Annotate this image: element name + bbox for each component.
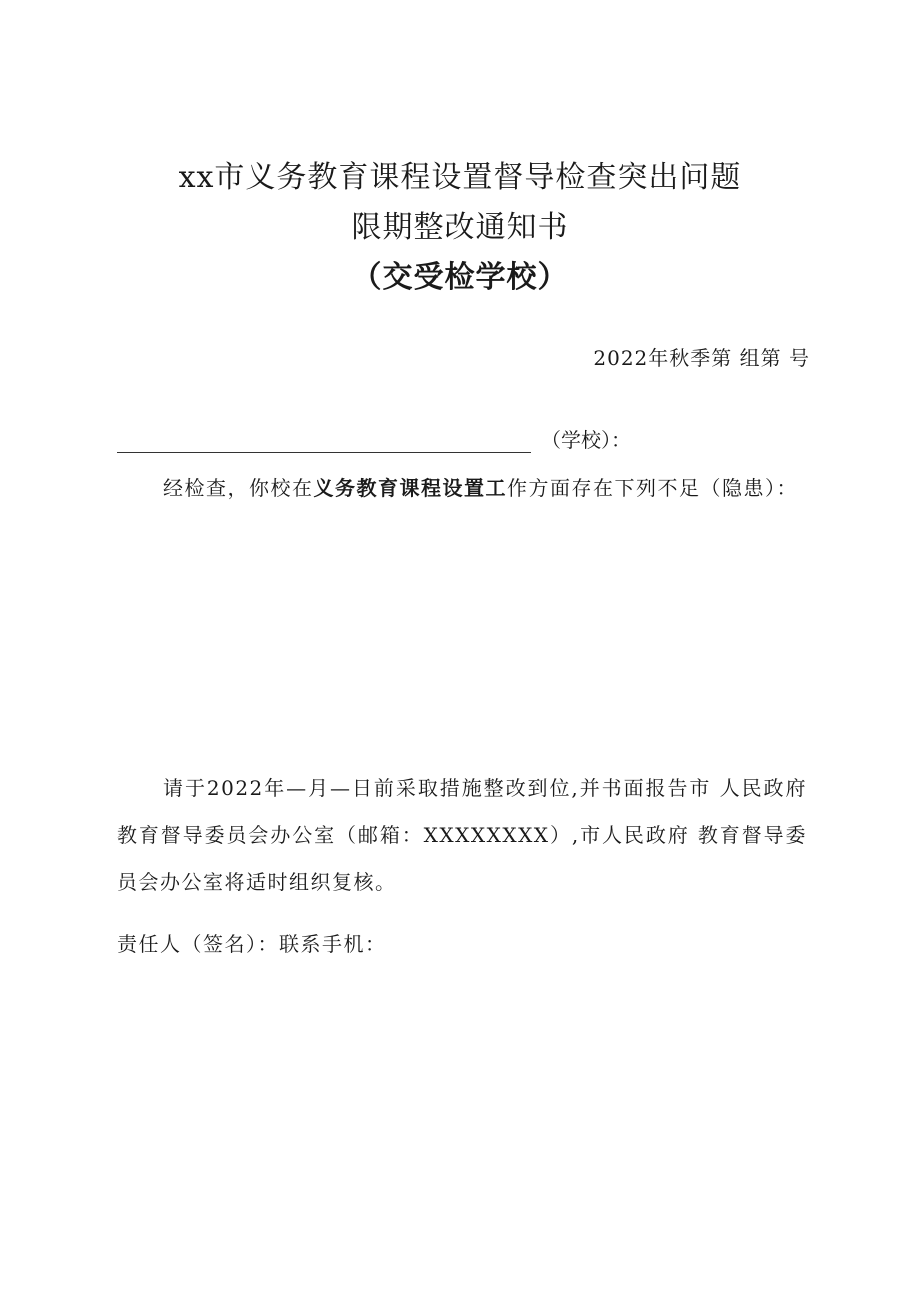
findings-suffix: 作方面存在下列不足（隐患）： (507, 476, 798, 500)
school-name-blank (117, 428, 531, 453)
findings-emphasis: 义务教育课程设置工 (313, 476, 507, 500)
document-subtitle: （交受检学校） (351, 260, 569, 295)
rectification-paragraph: 请于2022年—月—日前采取措施整改到位,并书面报告市 人民政府教育督导委员会办公室（邮箱：XXXXXXXX）,市人民政府 教育督导委员会办公室将适时组织复核。 (117, 776, 807, 894)
addressee-suffix: （学校）： (541, 428, 631, 452)
document-title-line-2: 限期整改通知书 (351, 210, 569, 245)
findings-prefix: 经检查，你校在 (163, 476, 314, 500)
document-number: 2022年秋季第 组第 号 (593, 346, 810, 370)
signature-line: 责任人（签名）：联系手机： (117, 932, 387, 956)
addressee-line (117, 423, 631, 453)
findings-paragraph (117, 465, 807, 511)
document-title-line-1: xx市义务教育课程设置督导检查突出问题 (178, 160, 742, 195)
